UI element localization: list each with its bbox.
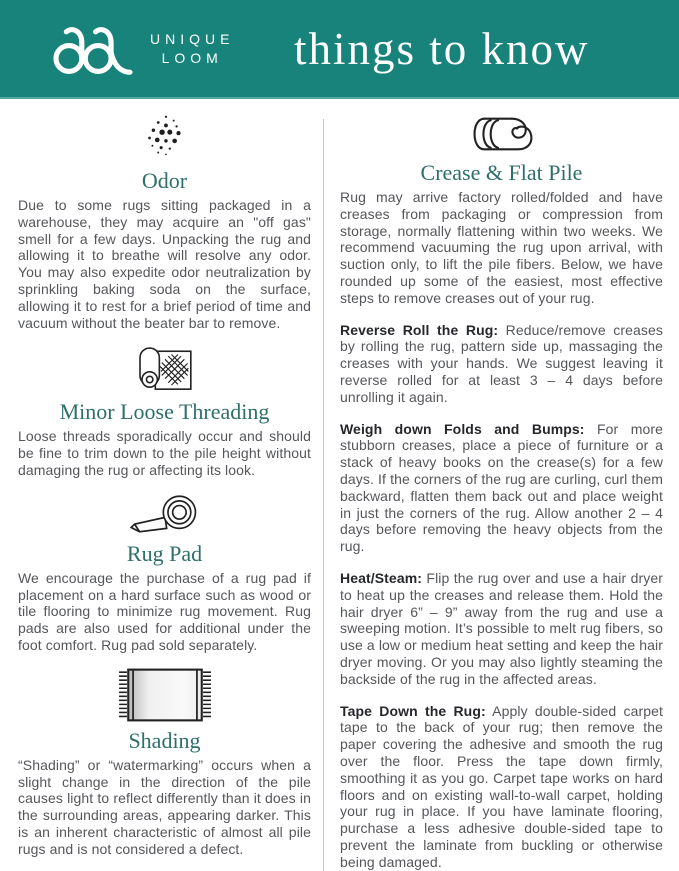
section-body-rug-pad: We encourage the purchase of a rug pad if placement on a hard surface such as wood or tile flooring to minimize rug movement. Rug pads are also used for additional under the foot comfort. Rug pad sold separately. [18, 569, 311, 653]
tip-tape-down [340, 703, 663, 871]
rug-pad-roll-icon [18, 492, 311, 536]
rolled-rug-spiral-icon [340, 113, 663, 155]
tip-heat-steam-lead: Heat/Steam: [340, 569, 423, 586]
section-heading-odor: Odor [141, 168, 188, 193]
tip-heat-steam [340, 570, 663, 688]
right-column [324, 113, 667, 871]
tip-reverse-roll [340, 322, 663, 406]
section-body-threading: Loose threads sporadically occur and should be fine to trim down to the pile height without damaging the rug or affecting its look. [18, 428, 311, 478]
tip-reverse-roll-lead: Reverse Roll the Rug: [340, 321, 499, 338]
section-minor-loose-threading [18, 344, 311, 478]
brand-name [150, 30, 234, 68]
page-title: things to know [293, 23, 590, 74]
tip-tape-down-text: Apply double-sided carpet tape to the back of your rug; then remove the paper covering the adhesive and smooth the rug over the floor. Press the tape down firmly, smoothing it as you go. Carpet tape works on hard floors and on existing wall-to-wall carpet, holding your rug in place. If you have laminate flooring, purchase a less adhesive double-sided tape to prevent the laminate from buckling or otherwise being damaged. [340, 702, 663, 870]
section-rug-pad [18, 492, 311, 654]
section-shading [18, 667, 311, 858]
section-body-shading: “Shading” or “watermarking” occurs when a slight change in the direction of the pile causes light to reflect differently than it does in the surrounding areas, appearing darker. This is an inherent characteristic of almost all pile rugs and is not considered a defect. [18, 756, 311, 857]
section-body-crease: Rug may arrive factory rolled/folded and have creases from packaging or compression from storage, normally flattening within two weeks. We recommend vacuuming the rug upon arrival, with suction only, to lift the pile fibers. Below, we have rounded up some of the easiest, most effective steps to remove creases out of your rug. [340, 189, 663, 306]
section-crease-flat-pile [340, 113, 663, 307]
tip-tape-down-lead: Tape Down the Rug: [340, 702, 486, 719]
brand-name-line1: UNIQUE [150, 30, 235, 47]
tip-heat-steam-text: Flip the rug over and use a hair dryer to heat up the creases and release them. Hold the hair dryer 6” – 9” away from the rug and use a sweeping motion. It’s possible to melt rug fibers, so use a low or medium heat setting and keep the hair dryer moving. Or you may also lightly steaming the backside of the rug in the affected areas. [340, 569, 663, 687]
section-heading-shading: Shading [128, 727, 201, 753]
left-column [18, 113, 323, 871]
section-heading-crease: Crease & Flat Pile [420, 160, 583, 185]
tip-weigh-down [340, 421, 663, 555]
section-odor [18, 113, 311, 331]
odor-specks-icon [18, 113, 311, 163]
tip-weigh-down-text: For more stubborn creases, place a piece of furniture or a stack of heavy books on the crease(s) for a few days. If the corners of the rug are curling, curl them backward, flatten them back out and place weight in just the corners of the rug. Allow another 2 – 4 days before removing the heavy objects from the rug. [340, 420, 664, 555]
tip-weigh-down-lead: Weigh down Folds and Bumps: [340, 420, 585, 437]
fringed-rug-icon [18, 667, 311, 723]
rolled-rug-weave-icon [18, 344, 311, 394]
header-banner [0, 0, 679, 99]
section-body-odor: Due to some rugs sitting packaged in a warehouse, they may acquire an "off gas" smell for a few days. Unpacking the rug and allowing it to breathe will resolve any odor. You may also expedite odor neutralization by sprinkling baking soda on the surface, allowing it to rest for a brief period of time and vacuum without the beater bar to remove. [18, 197, 311, 331]
tip-reverse-roll-text: Reduce/remove creases by rolling the rug, pattern side up, massaging the creases with your hands. We suggest leaving it reverse rolled for at least 3 – 4 days before unrolling it again. [340, 321, 664, 405]
section-heading-threading: Minor Loose Threading [59, 399, 270, 425]
section-heading-rug-pad: Rug Pad [126, 540, 203, 566]
content-area [0, 99, 679, 871]
unique-loom-logo-icon [50, 20, 136, 78]
brand-lockup [50, 20, 234, 78]
brand-name-line2: LOOM [161, 49, 223, 66]
